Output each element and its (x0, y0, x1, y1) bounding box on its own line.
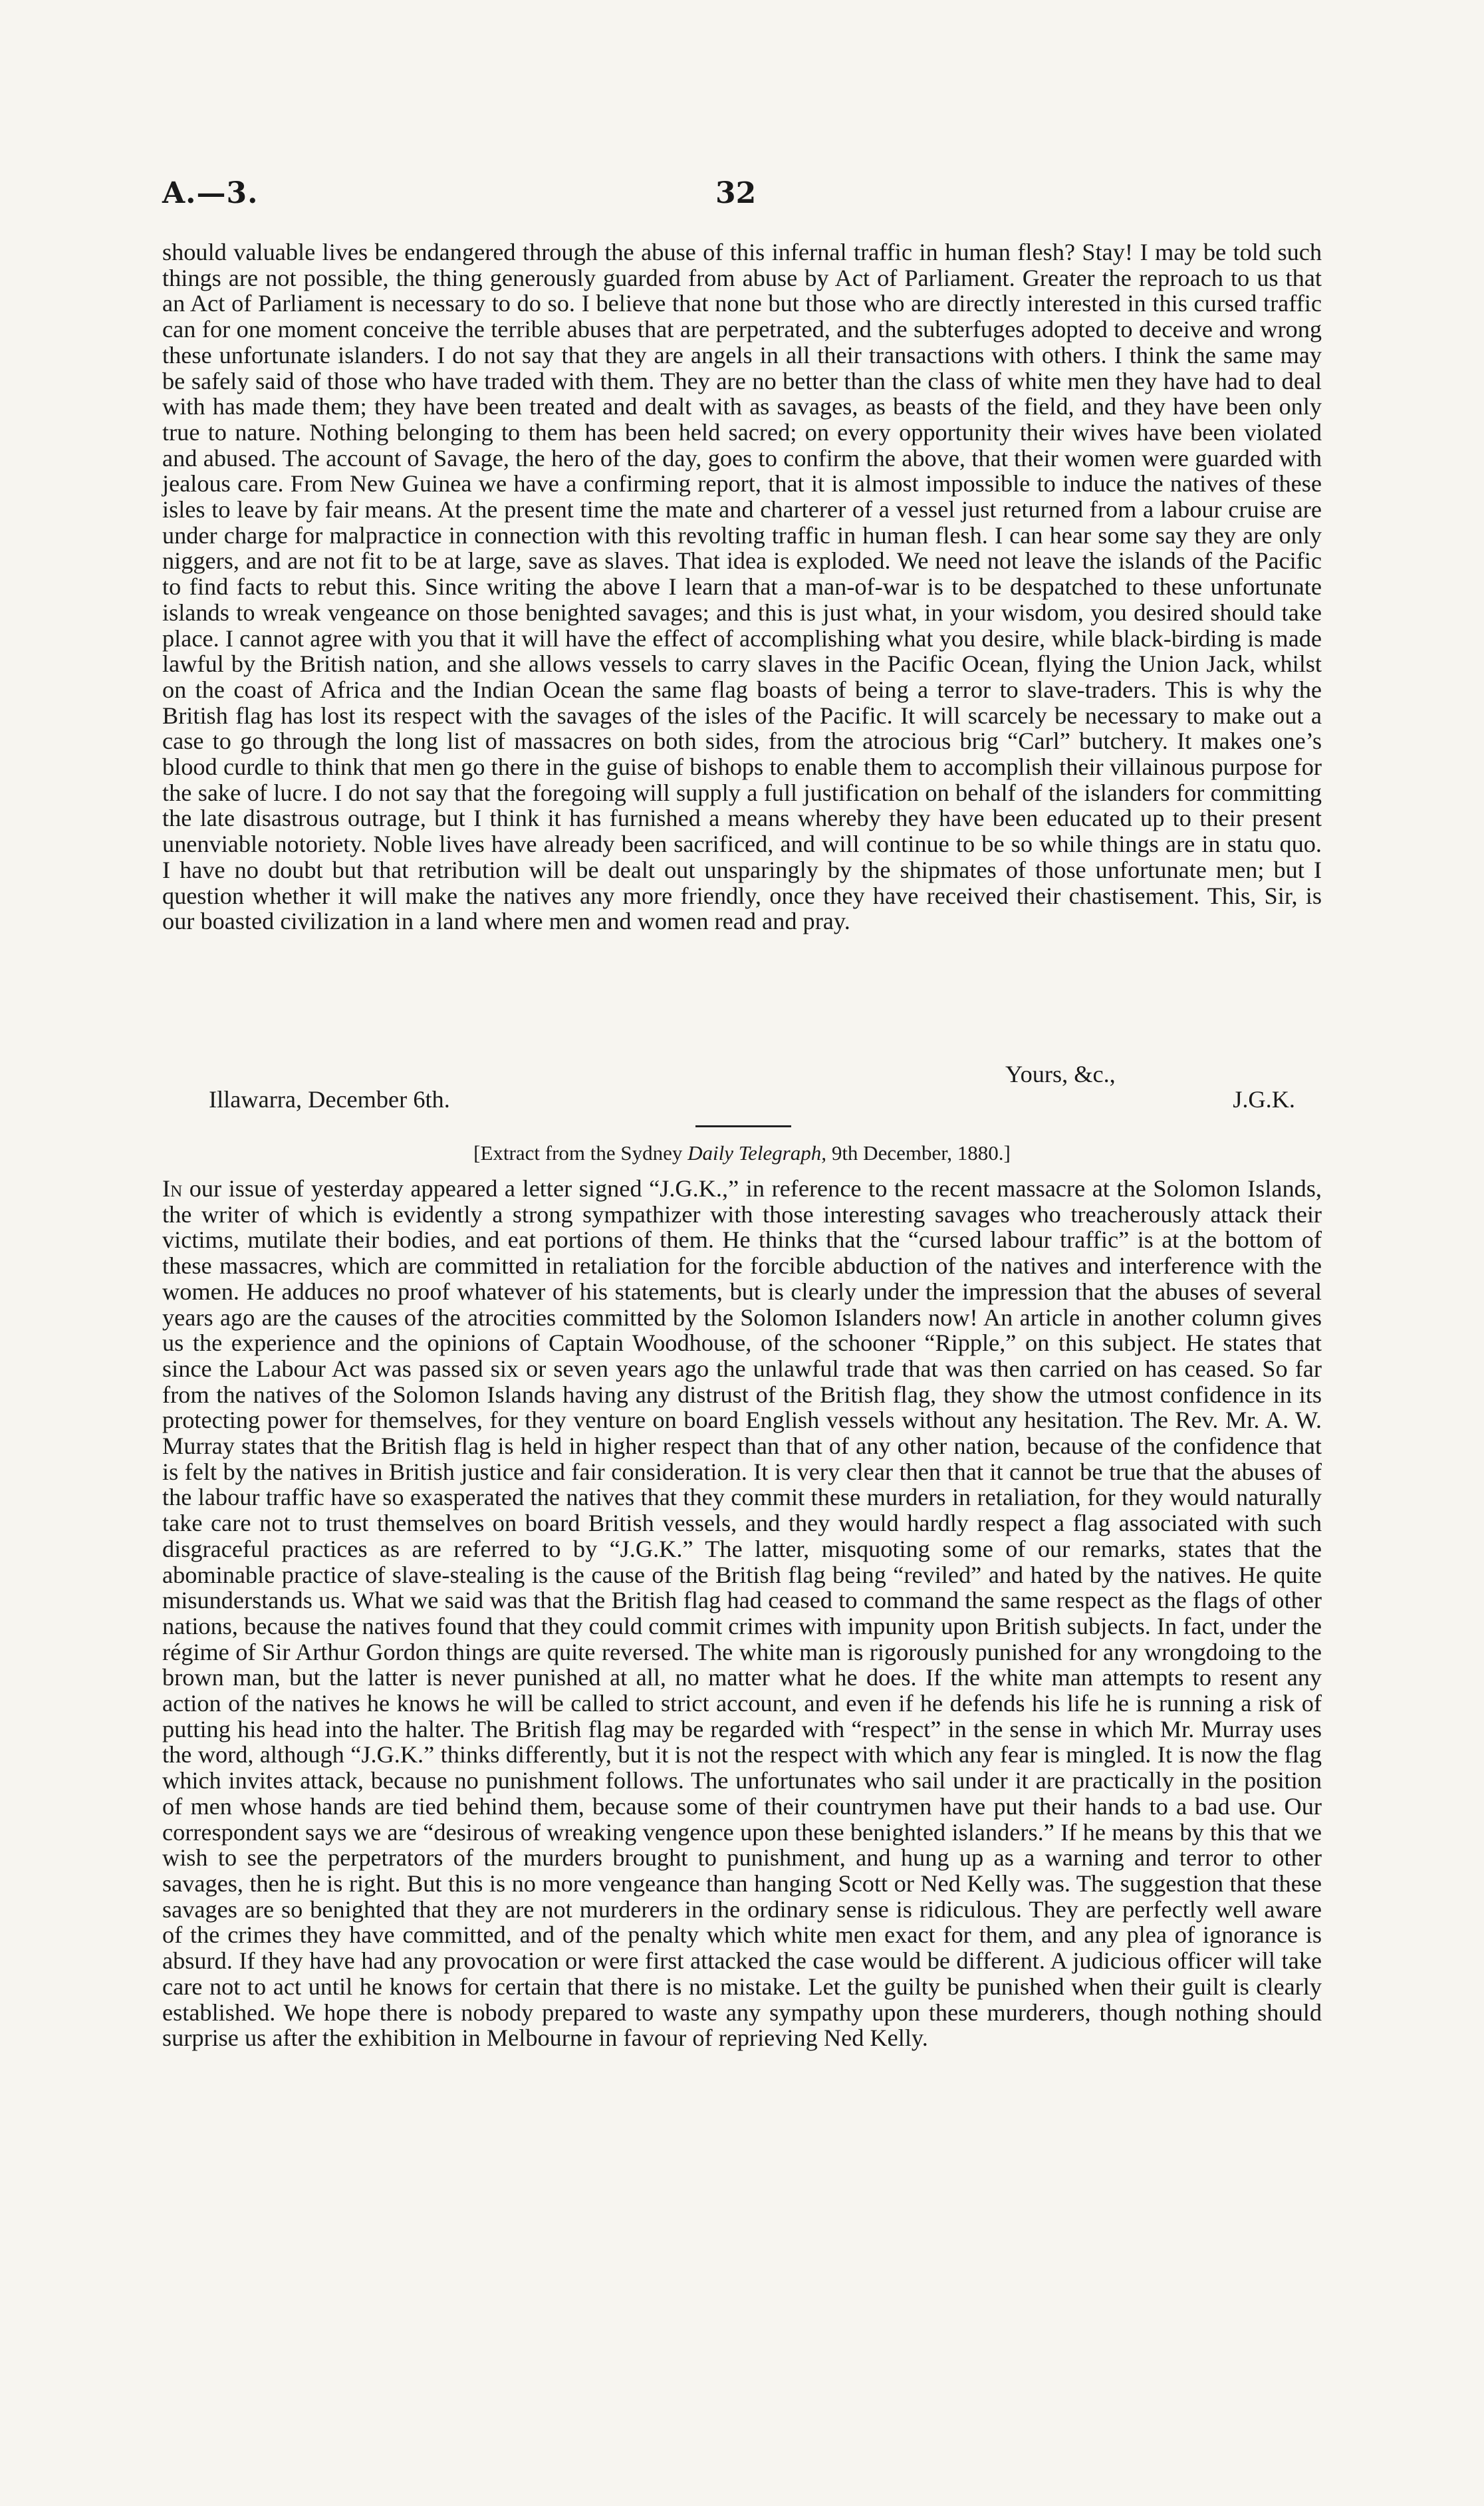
letter-body (162, 239, 1322, 934)
letter-paragraph: should valuable lives be endangered through the abuse of this infernal traffic in human flesh? Stay! I may be told such things are not possible, the thing generously guarded from abuse by Act of Parliament. Greater the reproach to us that an Act of Parliament is necessary to do so. I believe that none but those who are directly interested in this cursed traffic can for one moment conceive the terrible abuses that are perpetrated, and the subterfuges adopted to deceive and wrong these unfortunate islanders. I do not say that they are angels in all their transactions with others. I think the same may be safely said of those who have traded with them. They are no better than the class of white men they have had to deal with has made them; they have been treated and dealt with as savages, as beasts of the field, and they have been only true to nature. Nothing belonging to them has been held sacred; on every opportunity their wives have been violated and abused. The account of Savage, the hero of the day, goes to confirm the above, that their women were guarded with jealous care. From New Guinea we have a confirming report, that it is almost impossible to induce the natives of these isles to leave by fair means. At the present time the mate and charterer of a vessel just returned from a labour cruise are under charge for malpractice in connection with this revolting traffic in human flesh. I can hear some say they are only niggers, and are not fit to be at large, save as slaves. That idea is exploded. We need not leave the islands of the Pacific to find facts to rebut this. Since writing the above I learn that a man-of-war is to be despatched to these unfortunate islands to wreak vengeance on those benighted savages; and this is just what, in your wisdom, you desired should take place. I cannot agree with you that it will have the effect of accomplishing what you desire, while black-birding is made lawful by the British nation, and she allows vessels to carry slaves in the Pacific Ocean, flying the Union Jack, whilst on the coast of Africa and the Indian Ocean the same flag boasts of being a terror to slave-traders. This is why the British flag has lost its respect with the savages of the isles of the Pacific. It will scarcely be necessary to make out a case to go through the long list of massacres on both sides, from the atrocious brig “Carl” butchery. It makes one’s blood curdle to think that men go there in the guise of bishops to enable them to accomplish their villainous purpose for the sake of lucre. I do not say that the foregoing will supply a full justification on behalf of the islanders for committing the late disastrous outrage, but I think it has furnished a means whereby they have been educated up to their present unenviable notoriety. Noble lives have already been sacrificed, and will continue to be so while things are in statu quo. I have no doubt but that retribution will be dealt out unsparingly by the shipmates of those unfortunate men; but I question whether it will make the natives any more friendly, once they have received their chastisement. This, Sir, is our boasted civilization in a land where men and women read and pray. (162, 239, 1322, 935)
article-text: our issue of yesterday appeared a letter signed “J.G.K.,” in reference to the recent massacre at the Solomon Islands, the writer of which is evidently a strong sympathizer with those interesting savages who treacherously attack their victims, mutilate their bodies, and eat portions of them. He thinks that the “cursed labour traffic” is at the bottom of these massacres, which are committed in retaliation for the forcible abduction of the natives and interference with the women. He adduces no proof whatever of his statements, but is clearly under the impression that the abuses of several years ago are the causes of the atrocities committed by the Solomon Islanders now! An article in another column gives us the experience and the opinions of Captain Woodhouse, of the schooner “Ripple,” on this subject. He states that since the Labour Act was passed six or seven years ago the unlawful trade that was then carried on has ceased. So far from the natives of the Solomon Islands having any distrust of the British flag, they show the utmost confidence in its protecting power for themselves, for they venture on board English vessels without any hesitation. The Rev. Mr. A. W. Murray states that the British flag is held in higher respect than that of any other nation, because of the confidence that is felt by the natives in British justice and fair consideration. It is very clear then that it cannot be true that the abuses of the labour traffic have so exasperated the natives that they commit these murders in retaliation, for they would naturally take care not to trust themselves on board British vessels, and they would hardly respect a flag associated with such disgraceful practices as are referred to by “J.G.K.” The latter, misquoting some of our remarks, states that the abominable practice of slave-stealing is the cause of the British flag being “reviled” and hated by the natives. He quite misunderstands us. What we said was that the British flag had ceased to command the same respect as the flags of other nations, because the natives found that they could commit crimes with impunity upon British subjects. In fact, under the régime of Sir Arthur Gordon things are quite reversed. The white man is rigorously punished for any wrongdoing to the brown man, but the latter is never punished at all, no matter what he does. If the white man attempts to resent any action of the natives he knows he will be called to strict account, and even if he defends his life he is running a risk of putting his head into the halter. The British flag may be regarded with “respect” in the sense in which Mr. Murray uses the word, although “J.G.K.” thinks differently, but it is not the respect with which any fear is mingled. It is now the flag which invites attack, because no punishment follows. The unfortunates who sail under it are practically in the position of men whose hands are tied behind them, because some of their countrymen have put their hands to a bad use. Our correspondent says we are “desirous of wreaking vengence upon these benighted islanders.” If he means by this that we wish to see the perpetrators of the murders brought to punishment, and hung up as a warning and terror to other savages, then he is right. But this is no more vengeance than hanging Scott or Ned Kelly was. The suggestion that these savages are so benighted that they are not murderers in the ordinary sense is ridiculous. They are perfectly well aware of the crimes they have committed, and of the penalty which white men exact for them, and any plea of ignorance is absurd. If they have had any provocation or were first attacked the case would be different. A judicious officer will take care not to act until he knows for certain that there is no mistake. Let the guilty be punished when their guilt is clearly established. We hope there is nobody prepared to waste any sympathy upon these murderers, though nothing should surprise us after the exhibition in Melbourne in favour of reprieving Ned Kelly. (162, 1175, 1322, 2052)
section-divider (695, 1125, 791, 1127)
article-opening: In (162, 1175, 183, 1202)
caption-prefix: [Extract from the Sydney (473, 1141, 683, 1165)
article-body (162, 1176, 1322, 2051)
page-number: 32 (715, 176, 757, 210)
document-reference: A.—3. (162, 176, 259, 210)
caption-newspaper: Daily Telegraph, (687, 1141, 827, 1165)
extract-caption (162, 1141, 1322, 1165)
letter-closing: Yours, &c., (1005, 1061, 1116, 1087)
page-header (162, 176, 1322, 216)
letter-place-date: Illawarra, December 6th. (209, 1086, 450, 1113)
caption-date: 9th December, 1880.] (831, 1141, 1011, 1165)
letter-signature-line (162, 1085, 1322, 1112)
article-paragraph (162, 1176, 1322, 2051)
letter-initials: J.G.K. (1233, 1086, 1295, 1113)
